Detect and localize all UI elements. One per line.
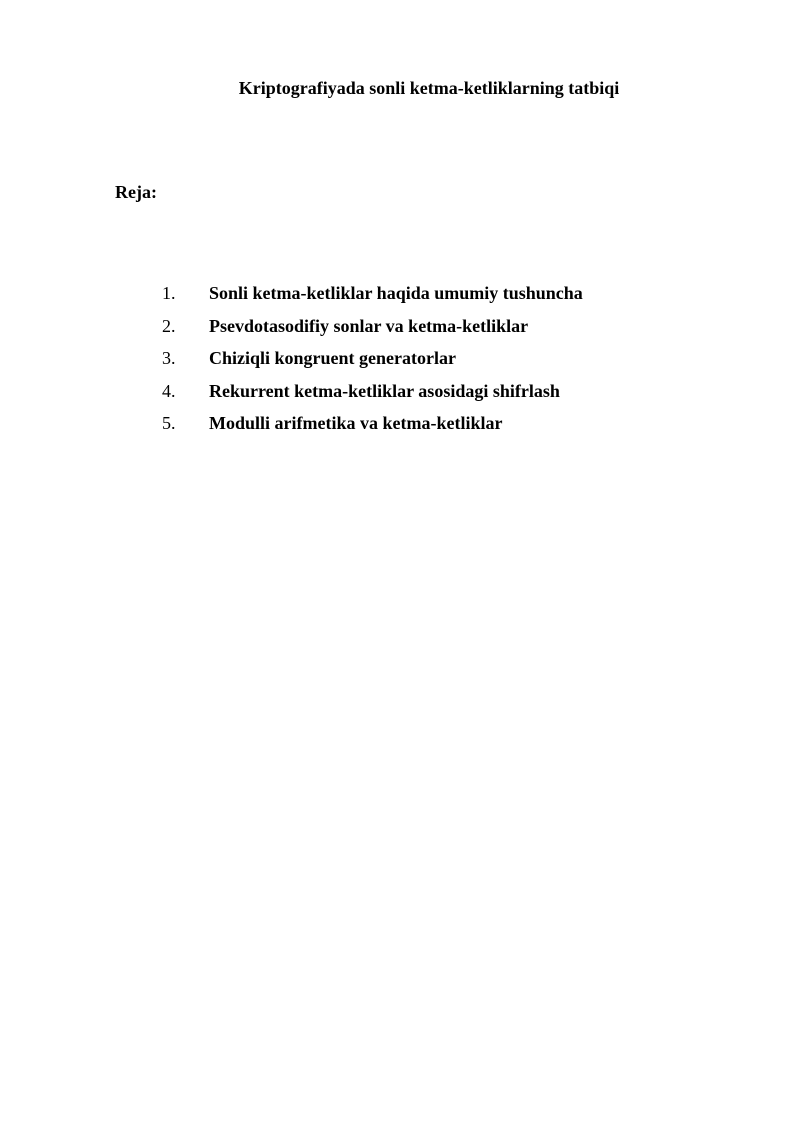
plan-item: [0, 346, 800, 379]
plan-item-number: 3.: [162, 348, 176, 368]
plan-item-text: Modulli arifmetika va ketma-ketliklar: [209, 413, 503, 433]
plan-item: [0, 314, 800, 347]
plan-item-text: Chiziqli kongruent generatorlar: [209, 348, 456, 368]
plan-heading: Reja:: [115, 182, 157, 202]
plan-item-text: Rekurrent ketma-ketliklar asosidagi shifrlash: [209, 380, 560, 401]
plan-item: [0, 411, 800, 444]
plan-item-number: 5.: [162, 413, 176, 433]
document-title: Kriptografiyada sonli ketma-ketliklarning tatbiqi: [238, 78, 620, 98]
plan-item: [0, 379, 800, 412]
plan-item-number: 2.: [162, 315, 176, 336]
plan-item-text: Sonli ketma-ketliklar haqida umumiy tushuncha: [209, 283, 583, 303]
plan-item-number: 4.: [162, 380, 176, 401]
plan-item: [0, 281, 800, 314]
plan-item-text: Psevdotasodifiy sonlar va ketma-ketliklar: [209, 315, 529, 336]
plan-list: [0, 281, 800, 444]
plan-item-number: 1.: [162, 283, 176, 303]
